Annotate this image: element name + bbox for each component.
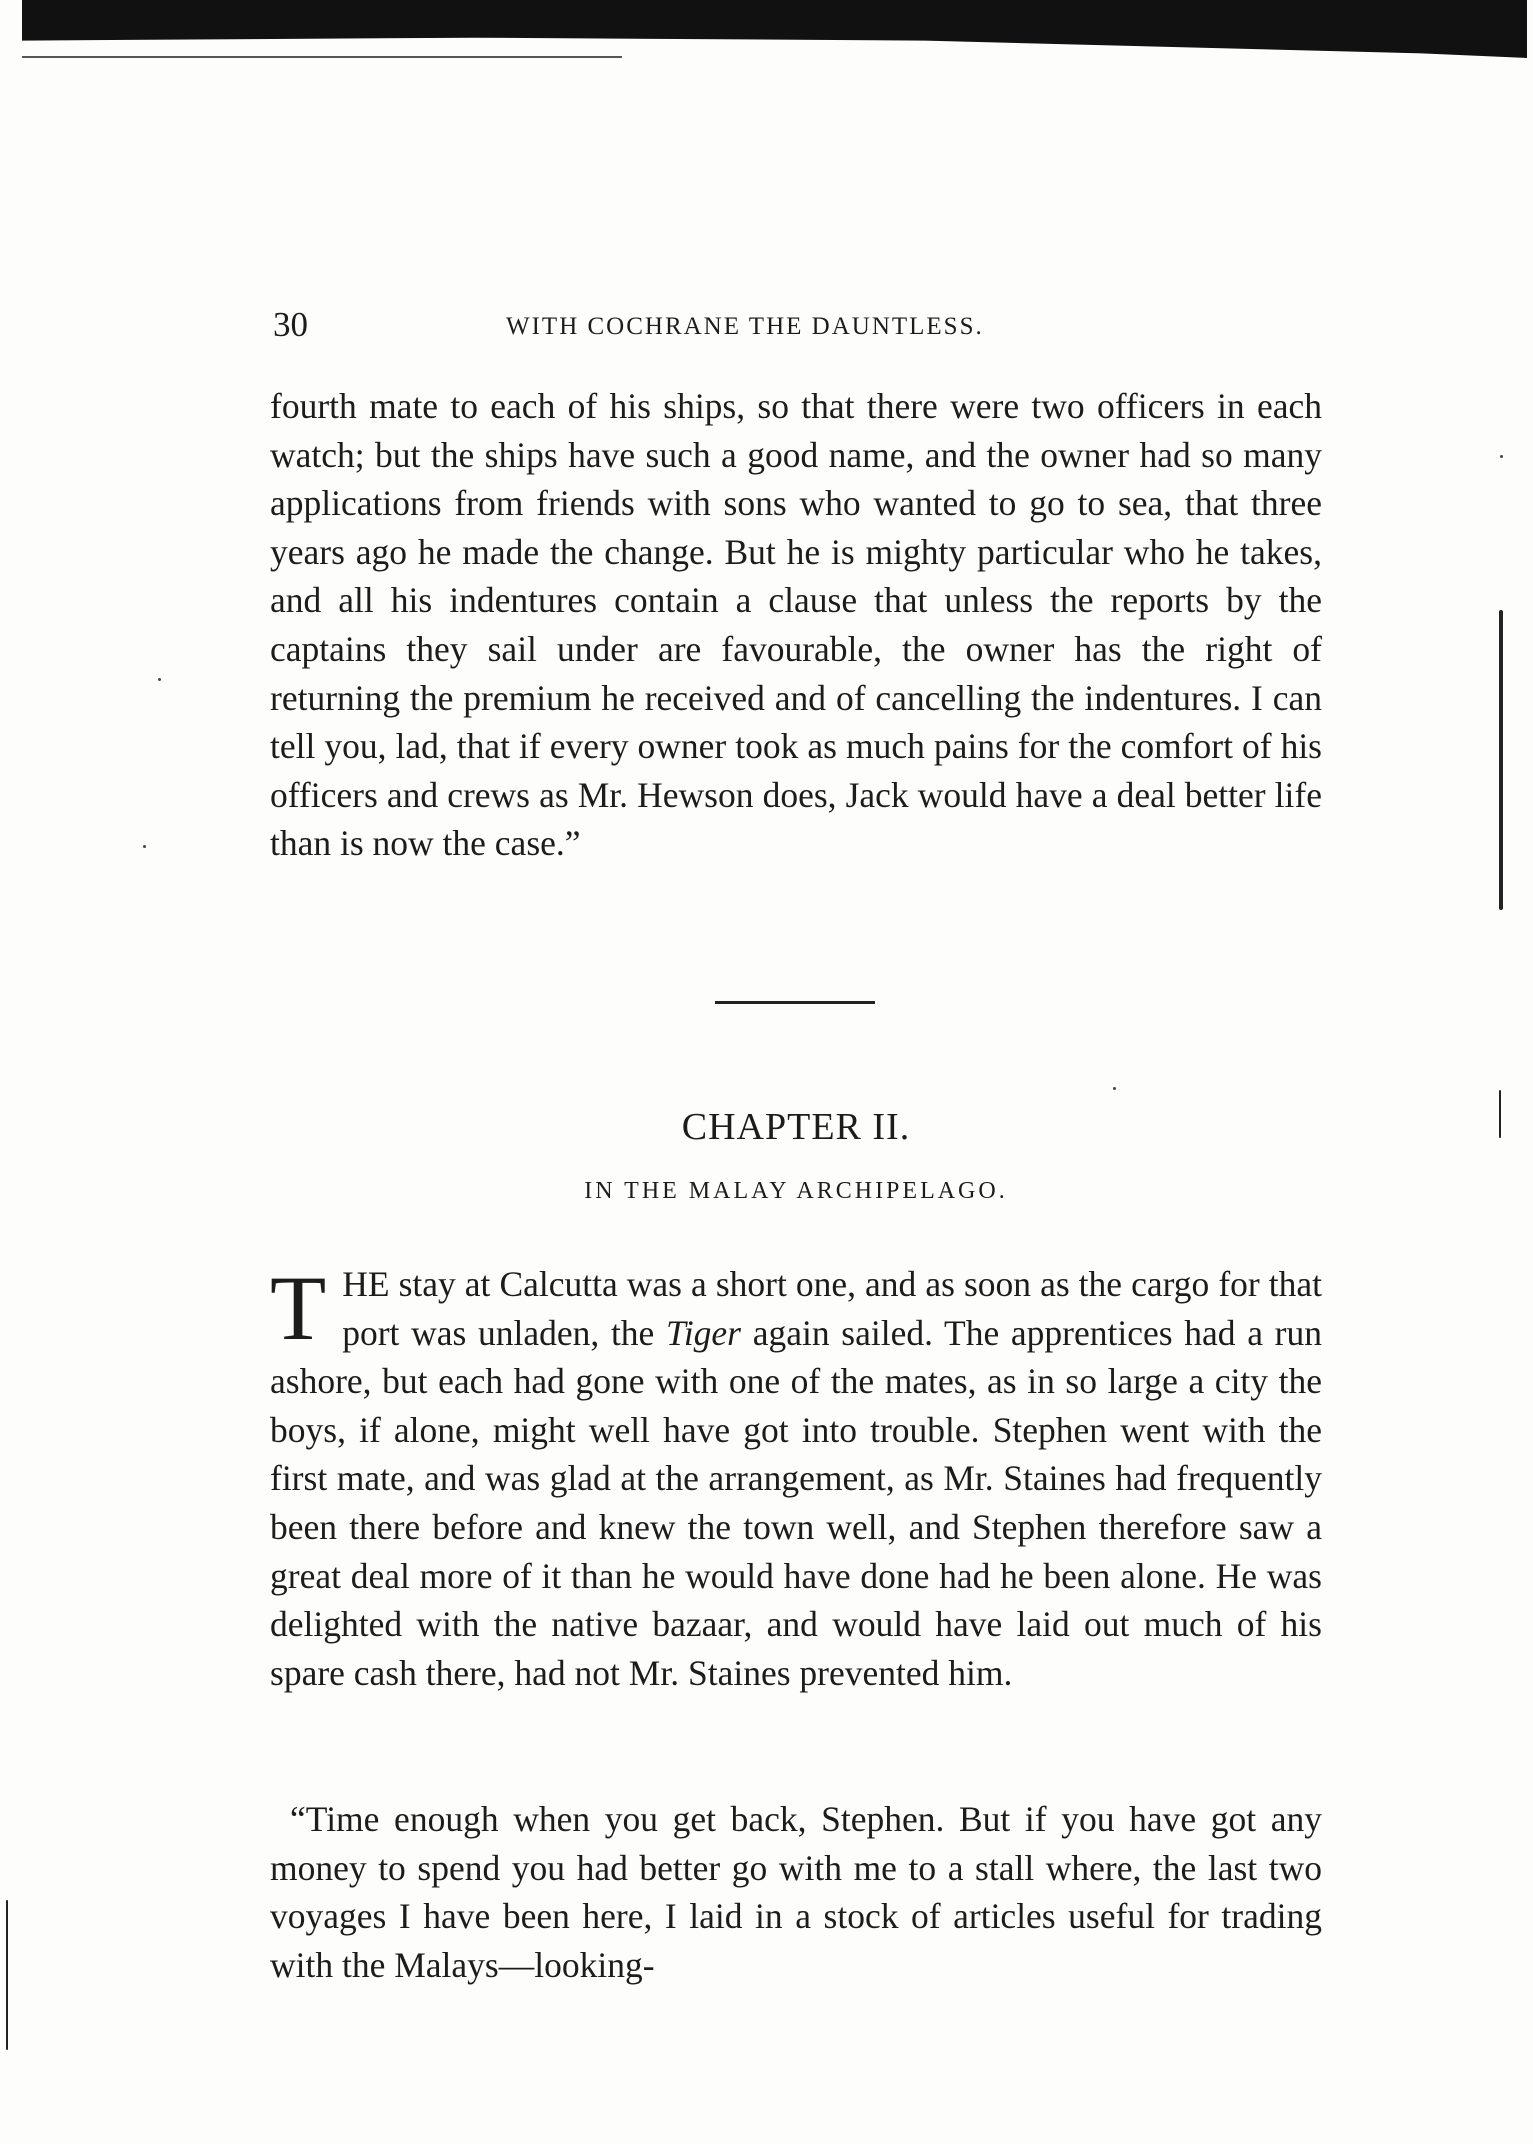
chapter-title: CHAPTER II. <box>681 1106 911 1148</box>
running-head <box>273 305 1323 355</box>
section-divider <box>715 1001 875 1004</box>
scan-speck <box>1500 455 1503 458</box>
paragraph-3: “Time enough when you get back, Stephen. But if you have got any money to spend you had better go with me to a stall where, the last two voyages I have been here, I laid in a stock of articles useful for trading with the Malays—looking- <box>270 1799 1322 1985</box>
chapter-subtitle: IN THE MALAY ARCHIPELAGO. <box>584 1178 1008 1204</box>
paragraph-1: fourth mate to each of his ships, so that there were two officers in each watch; but the ships have such a good name, and the owner had so many applications from friends with sons who wanted to go to sea, that three years ago he made the change. But he is mighty particular who he takes, and all his indentures contain a clause that unless the reports by the captains they sail under are favourable, the owner has the right of returning the premium he received and of cancelling the indentures. I can tell you, lad, that if every owner took as much pains for the comfort of his officers and crews as Mr. Hewson does, Jack would have a deal better life than is now the case.” <box>270 386 1322 864</box>
paragraph-2-text-end: again sailed. The apprentices had a run ashore, but each had gone with one of the mates, as in so large a city the boys, if alone, might well have got into trouble. Stephen went with the first mate, and was glad at the arrangement, as Mr. Staines had frequently been there before and knew the town well, and Stephen therefore saw a great deal more of it than he would have done had he been alone. He was delighted with the native bazaar, and would have laid out much of his spare cash there, had not Mr. Staines prevented him. <box>270 1312 1322 1693</box>
running-title: WITH COCHRANE THE DAUNTLESS. <box>506 313 984 340</box>
scan-margin-mark <box>1499 1090 1501 1138</box>
ship-name: Tiger <box>666 1312 742 1353</box>
scan-speck <box>1113 1087 1116 1090</box>
paragraph-2 <box>270 1257 1322 1697</box>
drop-cap: T <box>270 1257 327 1359</box>
paragraph-2-text-start: HE stay at Calcutta was a short one, and as soon as the cargo for that port was unladen, the <box>342 1264 1322 1353</box>
page-number: 30 <box>273 305 308 344</box>
scan-edge-shadow <box>22 0 1527 58</box>
scan-edge-line <box>22 56 622 58</box>
scan-margin-mark <box>1499 610 1503 910</box>
scan-speck <box>143 845 146 848</box>
scan-speck <box>158 678 161 681</box>
scan-margin-mark <box>6 1900 8 2050</box>
